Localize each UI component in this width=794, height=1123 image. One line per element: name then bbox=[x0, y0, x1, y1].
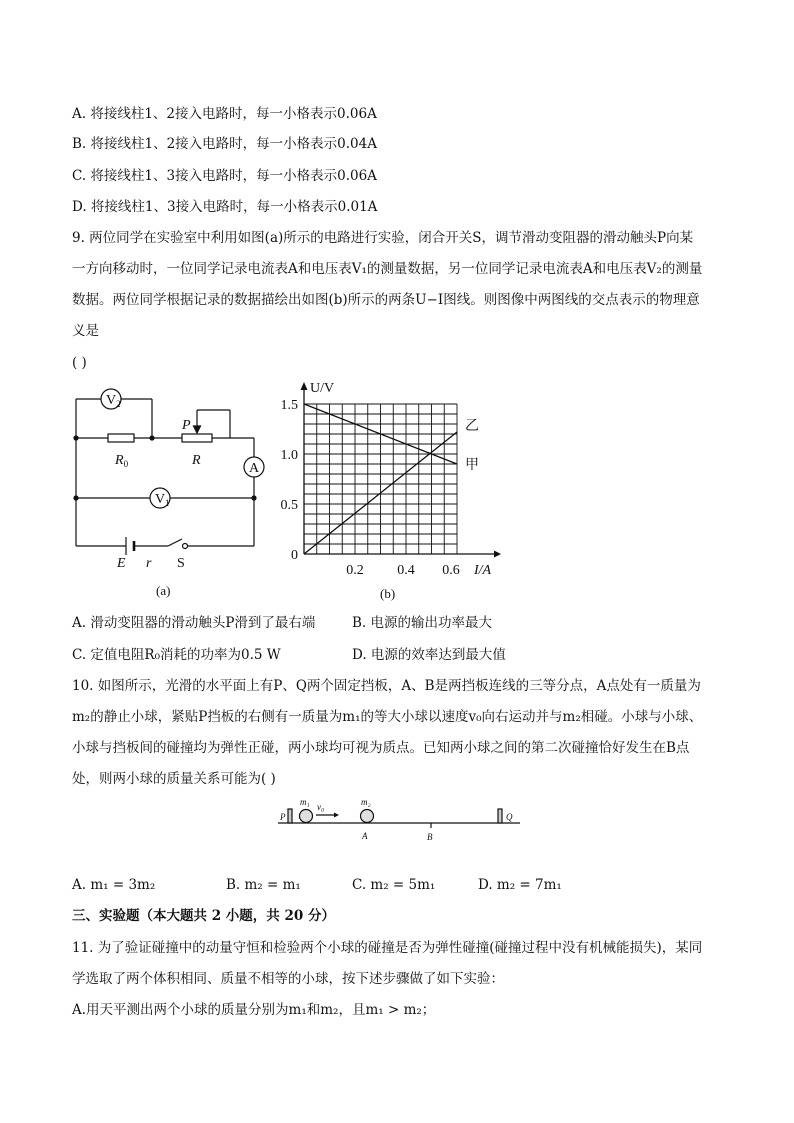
x-axis-arrow bbox=[494, 551, 501, 558]
q9-option-c: C. 定值电阻R₀消耗的功率为0.5 W bbox=[72, 647, 281, 663]
x-tick-label: 0.6 bbox=[442, 563, 460, 578]
y-tick-label: 1.5 bbox=[280, 398, 298, 413]
q9-option-b: B. 电源的输出功率最大 bbox=[352, 615, 493, 631]
y-tick-label: 0.5 bbox=[280, 498, 298, 513]
q9-answer-bracket: ( ) bbox=[72, 355, 87, 371]
x-tick-label: 0.2 bbox=[346, 563, 364, 578]
rheostat-r-label: R bbox=[192, 453, 201, 468]
ball-m2-label: m₂ bbox=[361, 797, 371, 807]
q9-stem-line: 9. 两位同学在实验室中利用如图(a)所示的电路进行实验，闭合开关S，调节滑动变阻器的滑动触头P向某 bbox=[72, 230, 694, 246]
point-b-label: B bbox=[427, 832, 433, 842]
emf-e-label: E bbox=[117, 556, 126, 571]
slider-p-label: P bbox=[182, 418, 191, 433]
q11-stem-line: A.用天平测出两个小球的质量分别为m₁和m₂，且m₁ > m₂； bbox=[72, 1002, 436, 1018]
voltmeter-v1-label: $V_1$ bbox=[155, 492, 170, 508]
q11-stem-line: 学选取了两个体积相同、质量不相等的小球，按下述步骤做了如下实验： bbox=[72, 971, 504, 987]
ammeter-label: A bbox=[249, 461, 260, 476]
q10-option-d: D. m₂ = 7m₁ bbox=[478, 877, 562, 893]
section-heading: 三、实验题（本大题共 2 小题，共 20 分） bbox=[72, 908, 335, 924]
q10-stem-line: 小球与挡板间的碰撞均为弹性正碰，两小球均可视为质点。已知两小球之间的第二次碰撞恰好发生在B点 bbox=[72, 740, 690, 756]
internal-r-label: r bbox=[146, 556, 152, 571]
ball-m1-label: m₁ bbox=[300, 797, 310, 807]
q8-option-d: D. 将接线柱1、3接入电路时，每一小格表示0.01A bbox=[72, 199, 378, 215]
y-tick-label: 0 bbox=[291, 548, 298, 563]
q9-stem-line: 义是 bbox=[72, 323, 99, 339]
q9-stem-line: 数据。两位同学根据记录的数据描绘出如图(b)所示的两条U−I图线。则图像中两图线的交点表示的物理意 bbox=[72, 292, 700, 308]
y-axis-label: U/V bbox=[310, 381, 335, 396]
q11-stem-line: 11. 为了验证碰撞中的动量守恒和检验两个小球的碰撞是否为弹性碰撞(碰撞过程中没有机械能损失)，某同 bbox=[72, 940, 703, 956]
velocity-v0-label: v₀ bbox=[317, 802, 325, 812]
x-tick-label: 0.4 bbox=[397, 563, 415, 578]
resistor-r0-label: $R_0$ bbox=[115, 453, 129, 469]
figure-a-caption: (a) bbox=[156, 583, 171, 598]
ui-graph bbox=[280, 378, 510, 605]
q8-option-a: A. 将接线柱1、2接入电路时，每一小格表示0.06A bbox=[72, 106, 377, 122]
series-label-乙: 乙 bbox=[465, 419, 479, 434]
q10-stem-line: m₂的静止小球，紧贴P挡板的右侧有一质量为m₁的等大小球以速度v₀向右运动并与m₂相碰。小球与小球、 bbox=[72, 709, 703, 725]
barrier-p-label: P bbox=[280, 812, 286, 822]
point-a-label: A bbox=[362, 831, 368, 841]
barrier-q-label: Q bbox=[506, 812, 513, 822]
q9-stem-line: 一方向移动时，一位同学记录电流表A和电压表V₁的测量数据，另一位同学记录电流表A和电压表V₂的测量 bbox=[72, 261, 703, 277]
collision-diagram bbox=[270, 795, 530, 847]
voltmeter-v2-label: $V_2$ bbox=[106, 393, 121, 409]
series-label-甲: 甲 bbox=[465, 458, 479, 473]
figure-b-caption: (b) bbox=[380, 586, 396, 601]
switch-s-label: S bbox=[177, 556, 185, 571]
q10-stem-line: 处，则两小球的质量关系可能为( ) bbox=[72, 771, 276, 787]
circuit-diagram bbox=[64, 380, 274, 605]
y-tick-label: 1.0 bbox=[280, 448, 298, 463]
x-axis-label: I/A bbox=[474, 563, 492, 578]
q9-option-a: A. 滑动变阻器的滑动触头P滑到了最右端 bbox=[72, 615, 316, 631]
q10-option-c: C. m₂ = 5m₁ bbox=[352, 877, 436, 893]
q10-option-b: B. m₂ = m₁ bbox=[226, 877, 301, 893]
q10-option-a: A. m₁ = 3m₂ bbox=[72, 877, 156, 893]
q8-option-b: B. 将接线柱1、2接入电路时，每一小格表示0.04A bbox=[72, 136, 377, 152]
q9-option-d: D. 电源的效率达到最大值 bbox=[352, 647, 506, 663]
q8-option-c: C. 将接线柱1、3接入电路时，每一小格表示0.06A bbox=[72, 168, 377, 184]
y-axis-arrow bbox=[301, 382, 308, 390]
q10-stem-line: 10. 如图所示，光滑的水平面上有P、Q两个固定挡板，A、B是两挡板连线的三等分点，A点处有一质量为 bbox=[72, 678, 701, 694]
